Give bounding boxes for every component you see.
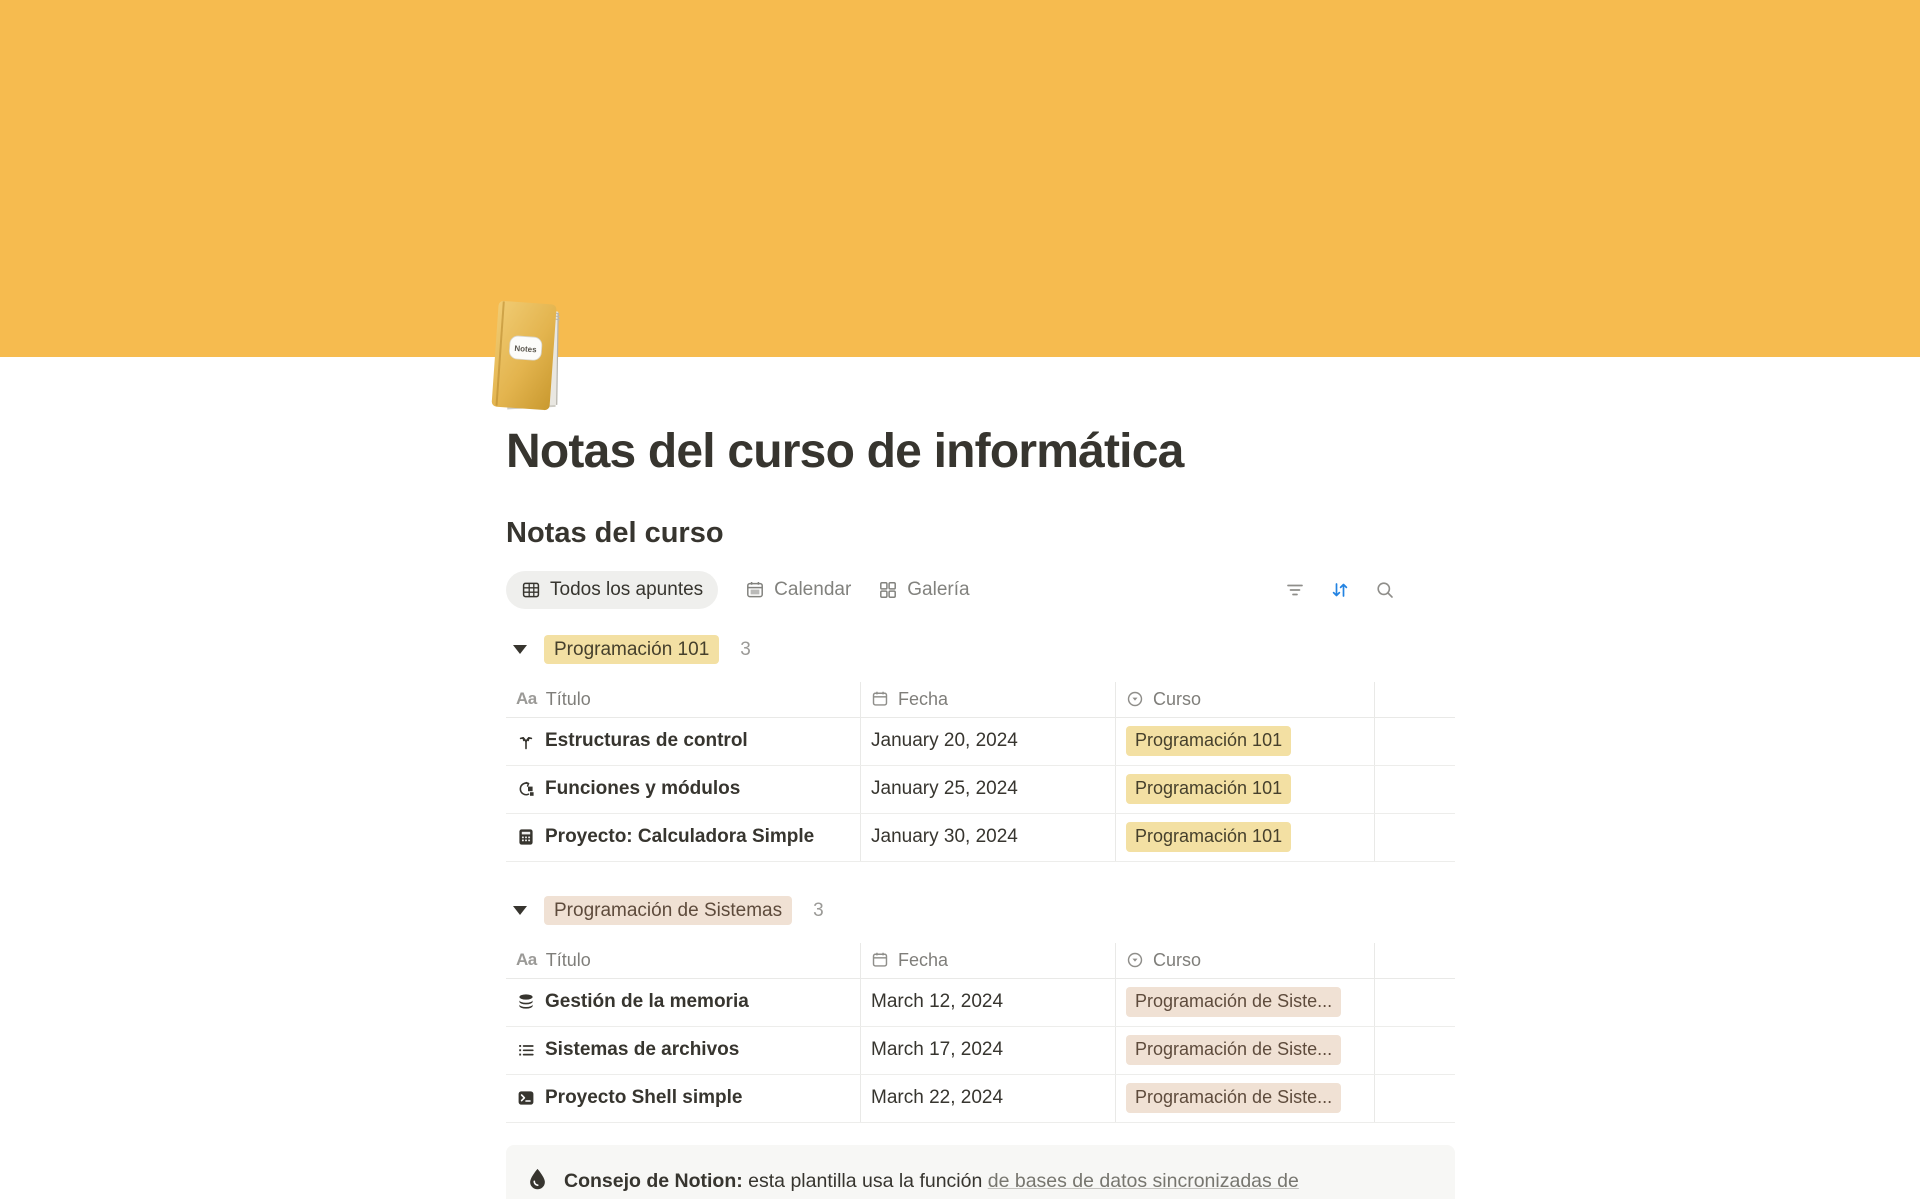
column-header-fecha[interactable] (861, 943, 1116, 978)
group-count: 3 (740, 638, 751, 660)
row-title: Proyecto Shell simple (545, 1087, 743, 1109)
course-tag: Programación de Siste... (1126, 1035, 1341, 1064)
terminal-icon (516, 1088, 536, 1108)
row-date: January 25, 2024 (871, 778, 1018, 800)
row-course-cell[interactable] (1116, 1027, 1375, 1074)
row-date: March 17, 2024 (871, 1039, 1004, 1061)
row-title: Funciones y módulos (545, 778, 741, 800)
course-tag: Programación de Siste... (1126, 1083, 1341, 1112)
section-heading: Notas del curso (506, 516, 724, 549)
row-title-cell[interactable] (506, 814, 861, 861)
group-count: 3 (813, 899, 824, 921)
row-date-cell[interactable] (861, 1027, 1116, 1074)
page-cover (0, 0, 1920, 357)
row-course-cell[interactable] (1116, 1075, 1375, 1122)
group-header (506, 635, 1455, 665)
list-icon (516, 1040, 536, 1060)
select-property-icon (1126, 951, 1144, 969)
column-header-fecha[interactable] (861, 682, 1116, 717)
column-header-curso[interactable] (1116, 682, 1375, 717)
row-title: Sistemas de archivos (545, 1039, 740, 1061)
column-header-extra[interactable] (1375, 682, 1455, 717)
group-programacion-de-sistemas (506, 896, 1455, 1123)
table-view (506, 682, 1455, 862)
callout-bold-label: Consejo de Notion: (564, 1169, 743, 1192)
row-date: March 12, 2024 (871, 991, 1004, 1013)
callout-link[interactable]: de bases de datos sincronizadas de (987, 1169, 1299, 1192)
row-extra-cell[interactable] (1375, 1027, 1455, 1074)
notion-drop-icon (526, 1167, 549, 1190)
group-badge[interactable]: Programación 101 (544, 635, 719, 665)
row-extra-cell[interactable] (1375, 766, 1455, 813)
tab-todos-los-apuntes[interactable] (506, 571, 718, 609)
column-label: Fecha (898, 949, 949, 970)
table-header-row (506, 943, 1455, 979)
column-header-titulo[interactable] (506, 943, 861, 978)
function-module-icon (516, 779, 536, 799)
collapse-triangle-icon[interactable] (513, 906, 527, 915)
column-label: Título (545, 688, 591, 709)
table-row (506, 814, 1455, 862)
row-course-cell[interactable] (1116, 766, 1375, 813)
page-title: Notas del curso de informática (506, 425, 1184, 478)
row-extra-cell[interactable] (1375, 1075, 1455, 1122)
column-label: Fecha (898, 688, 949, 709)
tab-label: Calendar (774, 579, 852, 601)
callout-body: esta plantilla usa la función (748, 1169, 983, 1192)
select-property-icon (1126, 690, 1144, 708)
database-icon (516, 992, 536, 1012)
row-title-cell[interactable] (506, 1027, 861, 1074)
column-label: Título (545, 949, 591, 970)
column-header-titulo[interactable] (506, 682, 861, 717)
row-course-cell[interactable] (1116, 814, 1375, 861)
notion-tip-callout (506, 1145, 1455, 1199)
table-row (506, 979, 1455, 1027)
row-date: March 22, 2024 (871, 1087, 1004, 1109)
row-title-cell[interactable] (506, 1075, 861, 1122)
row-date-cell[interactable] (861, 814, 1116, 861)
notebook-emoji (487, 297, 575, 417)
row-course-cell[interactable] (1116, 979, 1375, 1026)
table-view (506, 943, 1455, 1123)
course-tag: Programación 101 (1126, 774, 1291, 803)
column-label: Curso (1153, 688, 1202, 709)
row-date: January 30, 2024 (871, 826, 1018, 848)
text-property-icon: Aa (516, 689, 537, 709)
course-tag: Programación 101 (1126, 822, 1291, 851)
callout-text (564, 1167, 1299, 1196)
group-badge[interactable]: Programación de Sistemas (544, 896, 792, 926)
group-header (506, 896, 1455, 926)
split-arrows-icon (516, 731, 536, 751)
row-title: Estructuras de control (545, 730, 748, 752)
column-header-extra[interactable] (1375, 943, 1455, 978)
text-property-icon: Aa (516, 950, 537, 970)
tab-galeria[interactable] (878, 579, 969, 601)
course-tag: Programación de Siste... (1126, 987, 1341, 1016)
table-row (506, 1075, 1455, 1123)
row-date: January 20, 2024 (871, 730, 1018, 752)
view-toolbar (506, 570, 1455, 611)
calendar-icon (871, 951, 889, 969)
group-programacion-101 (506, 635, 1455, 862)
row-title-cell[interactable] (506, 979, 861, 1026)
row-extra-cell[interactable] (1375, 814, 1455, 861)
gallery-icon (878, 580, 898, 600)
calendar-icon (745, 580, 765, 600)
row-title: Gestión de la memoria (545, 991, 749, 1013)
tab-calendar[interactable] (745, 579, 851, 601)
row-title-cell[interactable] (506, 766, 861, 813)
table-row (506, 1027, 1455, 1075)
column-label: Curso (1153, 949, 1202, 970)
calendar-icon (871, 690, 889, 708)
tab-label: Galería (907, 579, 970, 601)
row-course-cell[interactable] (1116, 718, 1375, 765)
column-header-curso[interactable] (1116, 943, 1375, 978)
row-date-cell[interactable] (861, 766, 1116, 813)
row-date-cell[interactable] (861, 1075, 1116, 1122)
search-icon[interactable] (1375, 580, 1395, 600)
course-tag: Programación 101 (1126, 726, 1291, 755)
sort-icon[interactable] (1330, 580, 1350, 600)
toolbar-actions (1285, 580, 1455, 600)
row-extra-cell[interactable] (1375, 979, 1455, 1026)
filter-icon[interactable] (1285, 580, 1305, 600)
collapse-triangle-icon[interactable] (513, 645, 527, 654)
calculator-icon (516, 827, 536, 847)
page-icon-notebook[interactable] (487, 297, 575, 417)
row-date-cell[interactable] (861, 979, 1116, 1026)
tab-label: Todos los apuntes (550, 579, 704, 601)
row-title-cell[interactable] (506, 718, 861, 765)
notebook-label: Notes (514, 343, 537, 355)
row-extra-cell[interactable] (1375, 718, 1455, 765)
table-row (506, 718, 1455, 766)
table-row (506, 766, 1455, 814)
row-title: Proyecto: Calculadora Simple (545, 826, 815, 848)
table-icon (521, 580, 541, 600)
table-header-row (506, 682, 1455, 718)
row-date-cell[interactable] (861, 718, 1116, 765)
